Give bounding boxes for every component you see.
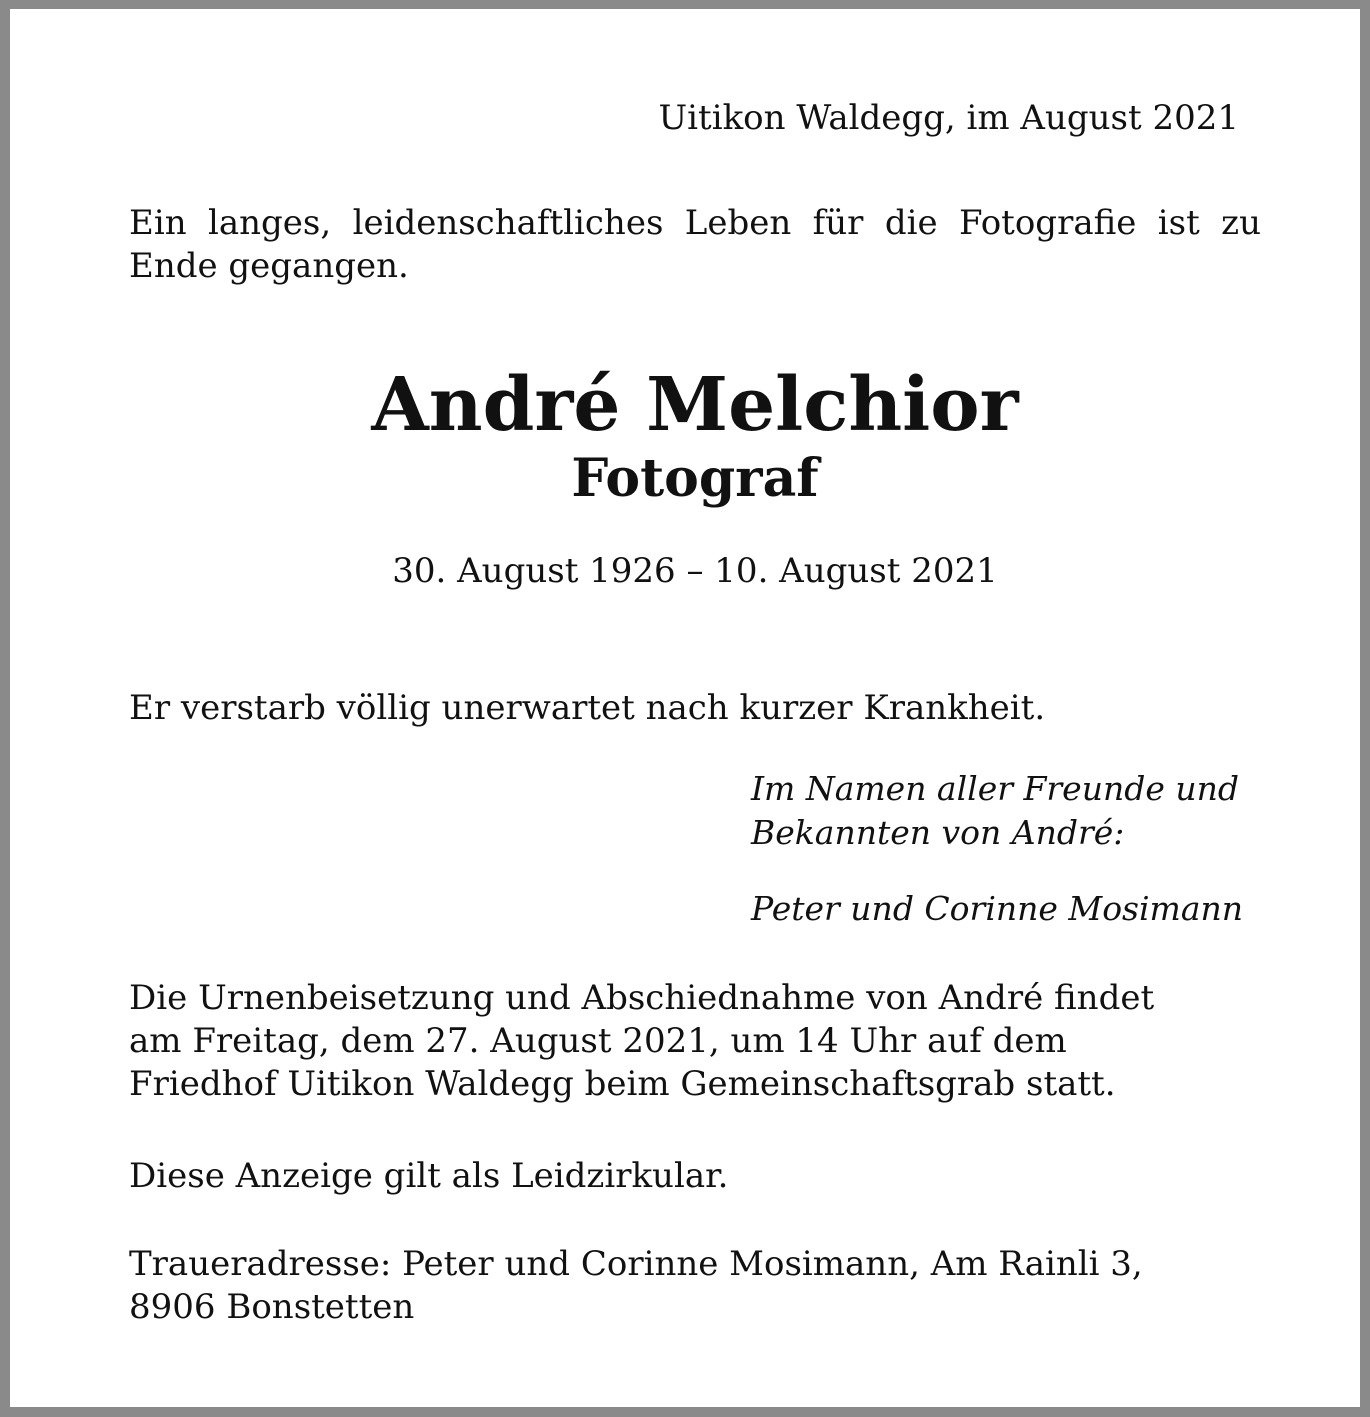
intro-text: Ein langes, leidenschaftliches Leben für die Fotografie ist zu Ende gegangen.	[129, 203, 1261, 286]
signers: Peter und Corinne Mosimann	[751, 889, 1244, 928]
life-dates: 30. August 1926 – 10. August 2021	[392, 551, 998, 591]
address-line: Traueradresse: Peter und Corinne Mosimann, Am Rainli 3,	[129, 1244, 1143, 1284]
deceased-name: André Melchior	[371, 362, 1019, 448]
closing-line: Bekannten von André:	[751, 813, 1125, 852]
circular-note: Diese Anzeige gilt als Leidzirkular.	[129, 1156, 729, 1196]
mourning-address	[129, 1243, 1143, 1329]
closing-line: Im Namen aller Freunde und	[751, 769, 1239, 808]
profession: Fotograf	[571, 448, 819, 509]
ceremony-line: Die Urnenbeisetzung und Abschiednahme von André findet	[129, 978, 1155, 1018]
dateline: Uitikon Waldegg, im August 2021	[658, 98, 1239, 138]
ceremony-line: Friedhof Uitikon Waldegg beim Gemeinschaftsgrab statt.	[129, 1064, 1116, 1104]
death-note: Er verstarb völlig unerwartet nach kurzer Krankheit.	[129, 688, 1046, 728]
closing-phrase	[751, 767, 1239, 855]
address-line: 8906 Bonstetten	[129, 1287, 415, 1327]
ceremony-line: am Freitag, dem 27. August 2021, um 14 Uhr auf dem	[129, 1021, 1067, 1061]
ceremony-info	[129, 977, 1154, 1106]
